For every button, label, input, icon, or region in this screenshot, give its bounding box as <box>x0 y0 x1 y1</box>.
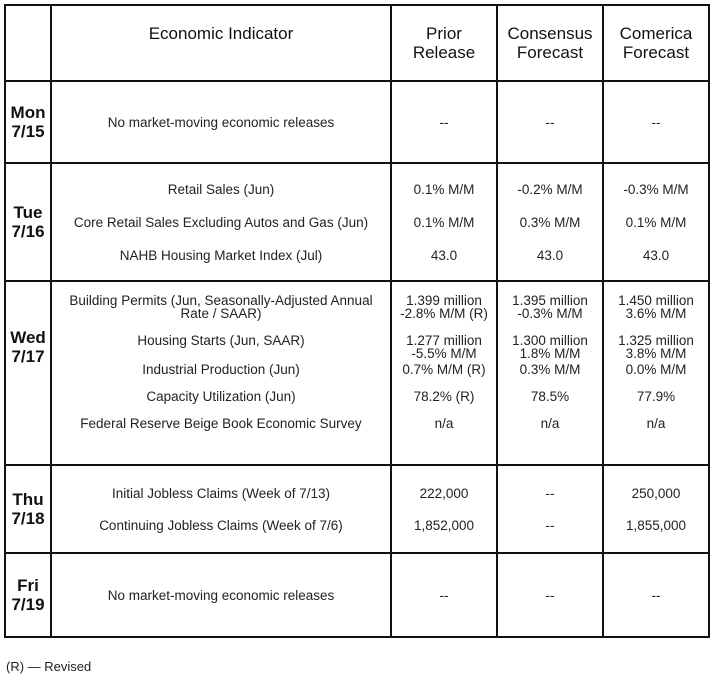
header-consensus-line2: Forecast <box>516 43 584 62</box>
prior-cell <box>391 163 497 281</box>
comerica-cell <box>603 465 709 553</box>
revised-footnote: (R) — Revised <box>6 659 92 674</box>
header-indicator-label: Economic Indicator <box>148 24 294 43</box>
prior-value: 1,852,000 <box>413 517 475 533</box>
indicator-name: Housing Starts (Jun, SAAR) <box>137 333 305 348</box>
day-row-tue <box>5 163 709 281</box>
indicator-name: Initial Jobless Claims (Week of 7/13) <box>111 485 331 501</box>
day-date: 7/18 <box>11 509 45 528</box>
indicator-name-line2: Rate / SAAR) <box>180 306 262 321</box>
consensus-value: 0.3% M/M <box>519 362 581 377</box>
indicator-name: Capacity Utilization (Jun) <box>146 389 296 404</box>
indicator-cell <box>51 163 391 281</box>
day-row-fri <box>5 553 709 637</box>
comerica-value-line2: 3.8% M/M <box>625 346 687 361</box>
header-prior-release <box>391 5 497 81</box>
indicator-cell <box>51 465 391 553</box>
prior-value-line1: 1.277 million <box>406 333 482 348</box>
header-day-cell <box>5 5 51 81</box>
prior-value: 0.1% M/M <box>413 214 475 230</box>
consensus-cell <box>497 163 603 281</box>
consensus-cell <box>497 81 603 163</box>
header-row <box>5 5 709 81</box>
comerica-value: 43.0 <box>642 247 670 263</box>
day-label-fri <box>5 553 51 637</box>
prior-value-line2: -2.8% M/M (R) <box>400 306 488 321</box>
consensus-value: 43.0 <box>536 247 564 263</box>
day-name: Wed <box>10 328 46 347</box>
indicator-name: No market-moving economic releases <box>107 114 335 130</box>
day-date: 7/19 <box>11 595 45 614</box>
day-row-wed <box>5 281 709 465</box>
prior-cell <box>391 553 497 637</box>
consensus-value: -- <box>545 517 555 533</box>
prior-value: 43.0 <box>430 247 458 263</box>
day-date: 7/15 <box>11 122 45 141</box>
day-label-mon <box>5 81 51 163</box>
prior-value: 78.2% (R) <box>413 389 475 404</box>
comerica-value: -0.3% M/M <box>623 181 689 197</box>
header-prior-line1: Prior <box>426 24 462 43</box>
indicator-name-line1: Building Permits (Jun, Seasonally-Adjusted Annual <box>69 293 373 308</box>
prior-value: 0.7% M/M (R) <box>402 362 486 377</box>
prior-value: 222,000 <box>419 485 469 501</box>
day-name: Mon <box>10 103 46 122</box>
comerica-value: -- <box>651 587 661 603</box>
prior-value: -- <box>439 587 449 603</box>
day-date: 7/16 <box>11 222 45 241</box>
day-label-tue <box>5 163 51 281</box>
header-consensus-forecast <box>497 5 603 81</box>
day-date: 7/17 <box>11 347 45 366</box>
day-name: Thu <box>12 490 44 509</box>
comerica-value: 1,855,000 <box>625 517 687 533</box>
consensus-cell <box>497 553 603 637</box>
consensus-value-line2: -0.3% M/M <box>517 306 583 321</box>
day-row-mon <box>5 81 709 163</box>
header-indicator <box>51 5 391 81</box>
consensus-value-line2: 1.8% M/M <box>519 346 581 361</box>
prior-value-line1: 1.399 million <box>406 293 482 308</box>
comerica-value: 250,000 <box>631 485 681 501</box>
indicator-cell <box>51 81 391 163</box>
comerica-value-line1: 1.325 million <box>618 333 694 348</box>
consensus-value: -- <box>545 485 555 501</box>
prior-cell <box>391 81 497 163</box>
indicator-name: Federal Reserve Beige Book Economic Survey <box>80 416 362 431</box>
consensus-value-line1: 1.395 million <box>512 293 588 308</box>
consensus-value: -- <box>545 587 555 603</box>
day-name: Fri <box>17 576 39 595</box>
comerica-value: -- <box>651 114 661 130</box>
consensus-value: n/a <box>540 416 560 431</box>
comerica-value-line2: 3.6% M/M <box>625 306 687 321</box>
consensus-value: 78.5% <box>530 389 570 404</box>
consensus-value: -- <box>545 114 555 130</box>
comerica-value: 77.9% <box>636 389 676 404</box>
indicator-name: No market-moving economic releases <box>107 587 335 603</box>
header-consensus-line1: Consensus <box>507 24 593 43</box>
indicator-cell <box>51 281 391 465</box>
prior-cell <box>391 281 497 465</box>
day-label-thu <box>5 465 51 553</box>
prior-value: n/a <box>434 416 454 431</box>
economic-calendar-table <box>4 4 710 638</box>
day-row-thu <box>5 465 709 553</box>
comerica-cell <box>603 81 709 163</box>
comerica-cell <box>603 281 709 465</box>
indicator-cell <box>51 553 391 637</box>
consensus-value-line1: 1.300 million <box>512 333 588 348</box>
consensus-value: 0.3% M/M <box>519 214 581 230</box>
prior-value: -- <box>439 114 449 130</box>
consensus-cell <box>497 281 603 465</box>
indicator-name: Continuing Jobless Claims (Week of 7/6) <box>99 517 343 533</box>
indicator-name: NAHB Housing Market Index (Jul) <box>119 247 323 263</box>
day-label-wed <box>5 281 51 465</box>
indicator-name: Industrial Production (Jun) <box>142 362 300 377</box>
day-name: Tue <box>13 203 43 222</box>
header-prior-line2: Release <box>412 43 476 62</box>
prior-value-line2: -5.5% M/M <box>411 346 477 361</box>
comerica-value: n/a <box>646 416 666 431</box>
comerica-value-line1: 1.450 million <box>618 293 694 308</box>
comerica-cell <box>603 163 709 281</box>
comerica-value: 0.0% M/M <box>625 362 687 377</box>
indicator-name: Retail Sales (Jun) <box>167 181 275 197</box>
consensus-value: -0.2% M/M <box>517 181 583 197</box>
prior-cell <box>391 465 497 553</box>
consensus-cell <box>497 465 603 553</box>
indicator-name: Core Retail Sales Excluding Autos and Gas (Jun) <box>73 214 369 230</box>
prior-value: 0.1% M/M <box>413 181 475 197</box>
header-comerica-line1: Comerica <box>619 24 693 43</box>
comerica-cell <box>603 553 709 637</box>
header-comerica-forecast <box>603 5 709 81</box>
comerica-value: 0.1% M/M <box>625 214 687 230</box>
header-comerica-line2: Forecast <box>622 43 690 62</box>
